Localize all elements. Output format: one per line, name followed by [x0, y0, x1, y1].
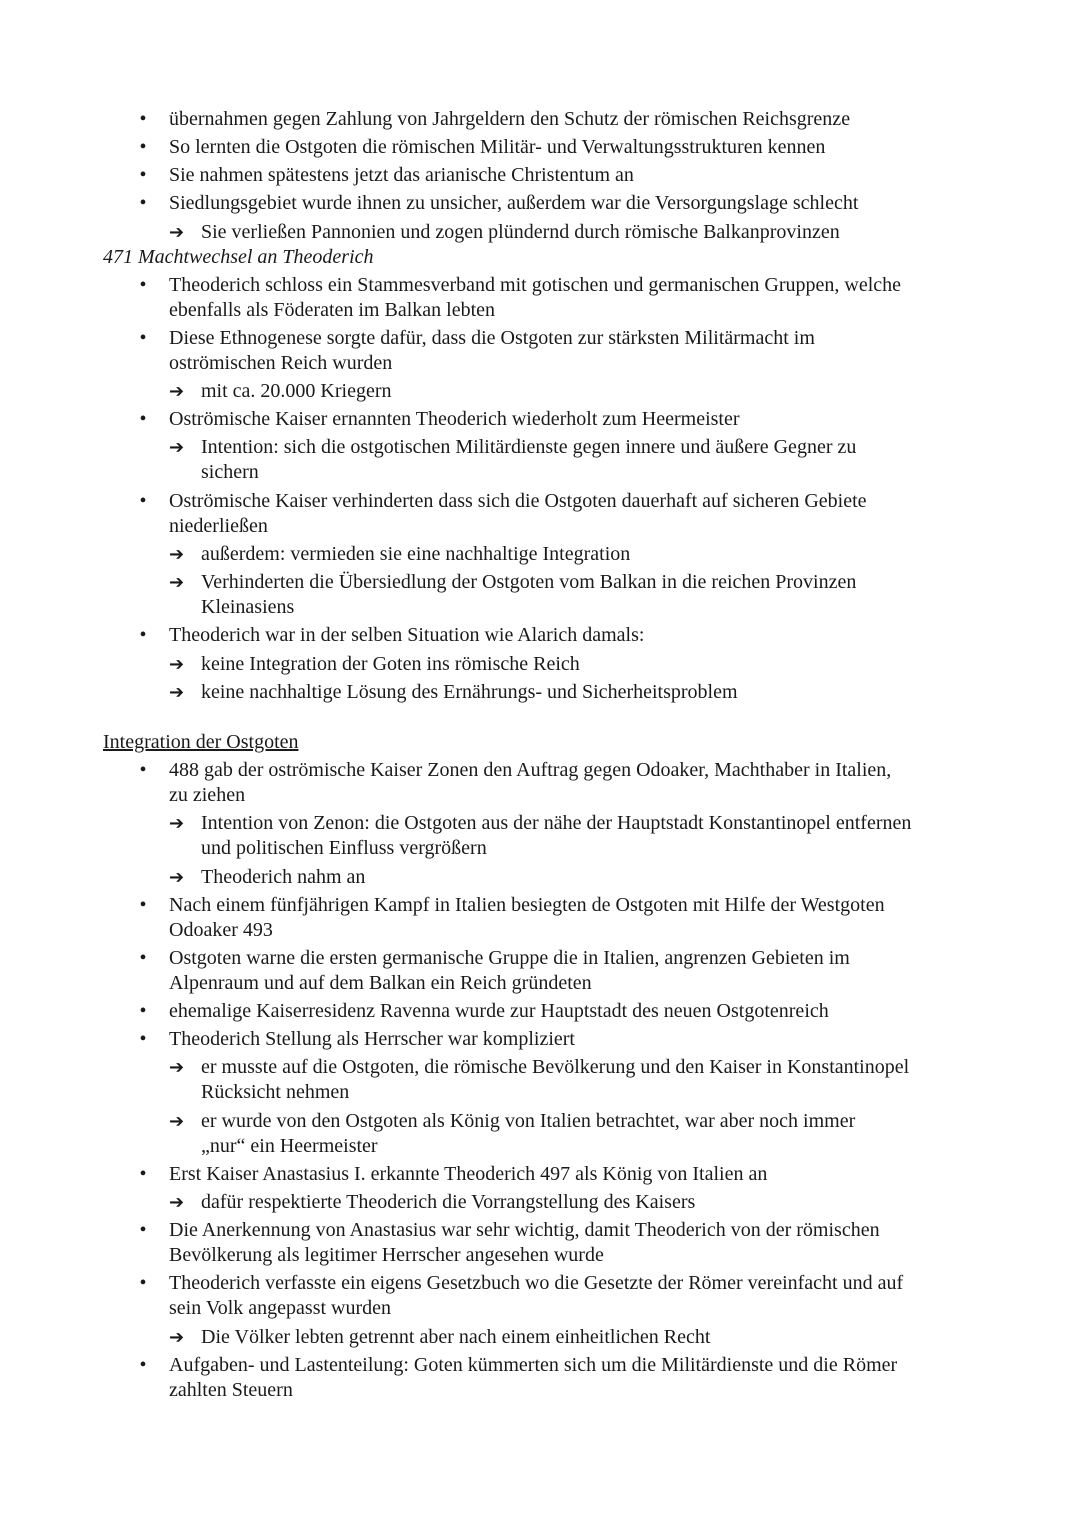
arrow-icon: ➔	[169, 654, 185, 675]
bullet-icon: •	[139, 1028, 147, 1050]
arrow-icon: ➔	[169, 1057, 185, 1078]
bullet-icon: •	[139, 327, 147, 349]
list-item: Aufgaben- und Lastenteilung: Goten kümmerten sich um die Militärdienste und die Römer	[169, 1354, 898, 1376]
arrow-icon: ➔	[169, 867, 185, 888]
list-item: Theoderich war in der selben Situation wie Alarich damals:	[169, 624, 645, 646]
sub-item: Verhinderten die Übersiedlung der Ostgoten vom Balkan in die reichen Provinzen	[201, 571, 857, 593]
sub-item: mit ca. 20.000 Kriegern	[201, 380, 392, 402]
list-item: Siedlungsgebiet wurde ihnen zu unsicher, außerdem war die Versorgungslage schlecht	[169, 192, 859, 214]
sub-item-continued: Kleinasiens	[201, 596, 295, 618]
bullet-icon: •	[139, 759, 147, 781]
list-item-continued: ebenfalls als Föderaten im Balkan lebten	[169, 299, 496, 321]
sub-item: keine nachhaltige Lösung des Ernährungs- und Sicherheitsproblem	[201, 681, 738, 703]
sub-item-continued: sichern	[201, 461, 259, 483]
list-item-continued: oströmischen Reich wurden	[169, 352, 393, 374]
arrow-icon: ➔	[169, 1111, 185, 1132]
list-item-continued: zahlten Steuern	[169, 1379, 293, 1401]
arrow-icon: ➔	[169, 1192, 185, 1213]
bullet-icon: •	[139, 1272, 147, 1294]
bullet-icon: •	[139, 947, 147, 969]
list-item-continued: zu ziehen	[169, 784, 246, 806]
bullet-icon: •	[139, 108, 147, 130]
list-item: Sie nahmen spätestens jetzt das arianische Christentum an	[169, 164, 634, 186]
bullet-icon: •	[139, 624, 147, 646]
list-item: Theoderich schloss ein Stammesverband mit gotischen und germanischen Gruppen, welche	[169, 274, 902, 296]
sub-item: Intention von Zenon: die Ostgoten aus der nähe der Hauptstadt Konstantinopel entfernen	[201, 812, 912, 834]
sub-item: keine Integration der Goten ins römische Reich	[201, 653, 580, 675]
sub-item: Theoderich nahm an	[201, 866, 366, 888]
bullet-icon: •	[139, 164, 147, 186]
sub-item: Intention: sich die ostgotischen Militärdienste gegen innere und äußere Gegner zu	[201, 436, 857, 458]
arrow-icon: ➔	[169, 682, 185, 703]
list-item-continued: niederließen	[169, 515, 268, 537]
bullet-icon: •	[139, 136, 147, 158]
list-item-continued: Bevölkerung als legitimer Herrscher angesehen wurde	[169, 1244, 604, 1266]
bullet-icon: •	[139, 192, 147, 214]
arrow-icon: ➔	[169, 437, 185, 458]
list-item-continued: Odoaker 493	[169, 919, 273, 941]
list-item: Nach einem fünfjährigen Kampf in Italien besiegten de Ostgoten mit Hilfe der Westgoten	[169, 894, 885, 916]
list-item: Die Anerkennung von Anastasius war sehr wichtig, damit Theoderich von der römischen	[169, 1219, 880, 1241]
list-item: Oströmische Kaiser verhinderten dass sich die Ostgoten dauerhaft auf sicheren Gebiete	[169, 490, 867, 512]
arrow-icon: ➔	[169, 544, 185, 565]
list-item: Theoderich verfasste ein eigens Gesetzbuch wo die Gesetzte der Römer vereinfacht und auf	[169, 1272, 904, 1294]
section-heading: 471 Machtwechsel an Theoderich	[103, 246, 374, 268]
list-item: Ostgoten warne die ersten germanische Gruppe die in Italien, angrenzen Gebieten im	[169, 947, 850, 969]
bullet-icon: •	[139, 408, 147, 430]
bullet-icon: •	[139, 894, 147, 916]
arrow-icon: ➔	[169, 813, 185, 834]
bullet-icon: •	[139, 1354, 147, 1376]
list-item: 488 gab der oströmische Kaiser Zonen den Auftrag gegen Odoaker, Machthaber in Italien,	[169, 759, 892, 781]
bullet-icon: •	[139, 490, 147, 512]
bullet-icon: •	[139, 1219, 147, 1241]
sub-item: er wurde von den Ostgoten als König von Italien betrachtet, war aber noch immer	[201, 1110, 856, 1132]
sub-item: er musste auf die Ostgoten, die römische Bevölkerung und den Kaiser in Konstantinopel	[201, 1056, 910, 1078]
arrow-icon: ➔	[169, 572, 185, 593]
arrow-icon: ➔	[169, 1327, 185, 1348]
list-item-continued: sein Volk angepasst wurden	[169, 1297, 392, 1319]
sub-item: Die Völker lebten getrennt aber nach einem einheitlichen Recht	[201, 1326, 711, 1348]
sub-item-continued: Rücksicht nehmen	[201, 1081, 350, 1103]
section-heading: Integration der Ostgoten	[103, 731, 299, 753]
sub-item: außerdem: vermieden sie eine nachhaltige Integration	[201, 543, 631, 565]
list-item: ehemalige Kaiserresidenz Ravenna wurde zur Hauptstadt des neuen Ostgotenreich	[169, 1000, 829, 1022]
list-item: Erst Kaiser Anastasius I. erkannte Theoderich 497 als König von Italien an	[169, 1163, 768, 1185]
sub-item-continued: „nur“ ein Heermeister	[201, 1135, 378, 1157]
list-item: übernahmen gegen Zahlung von Jahrgeldern den Schutz der römischen Reichsgrenze	[169, 108, 851, 130]
list-item: Diese Ethnogenese sorgte dafür, dass die Ostgoten zur stärksten Militärmacht im	[169, 327, 815, 349]
bullet-icon: •	[139, 1163, 147, 1185]
arrow-icon: ➔	[169, 222, 185, 243]
list-item-continued: Alpenraum und auf dem Balkan ein Reich gründeten	[169, 972, 592, 994]
sub-item: dafür respektierte Theoderich die Vorrangstellung des Kaisers	[201, 1191, 696, 1213]
bullet-icon: •	[139, 274, 147, 296]
arrow-icon: ➔	[169, 381, 185, 402]
list-item: So lernten die Ostgoten die römischen Militär- und Verwaltungsstrukturen kennen	[169, 136, 826, 158]
sub-item-continued: und politischen Einfluss vergrößern	[201, 837, 487, 859]
list-item: Theoderich Stellung als Herrscher war kompliziert	[169, 1028, 575, 1050]
list-item: Oströmische Kaiser ernannten Theoderich wiederholt zum Heermeister	[169, 408, 740, 430]
bullet-icon: •	[139, 1000, 147, 1022]
sub-item: Sie verließen Pannonien und zogen plündernd durch römische Balkanprovinzen	[201, 221, 840, 243]
